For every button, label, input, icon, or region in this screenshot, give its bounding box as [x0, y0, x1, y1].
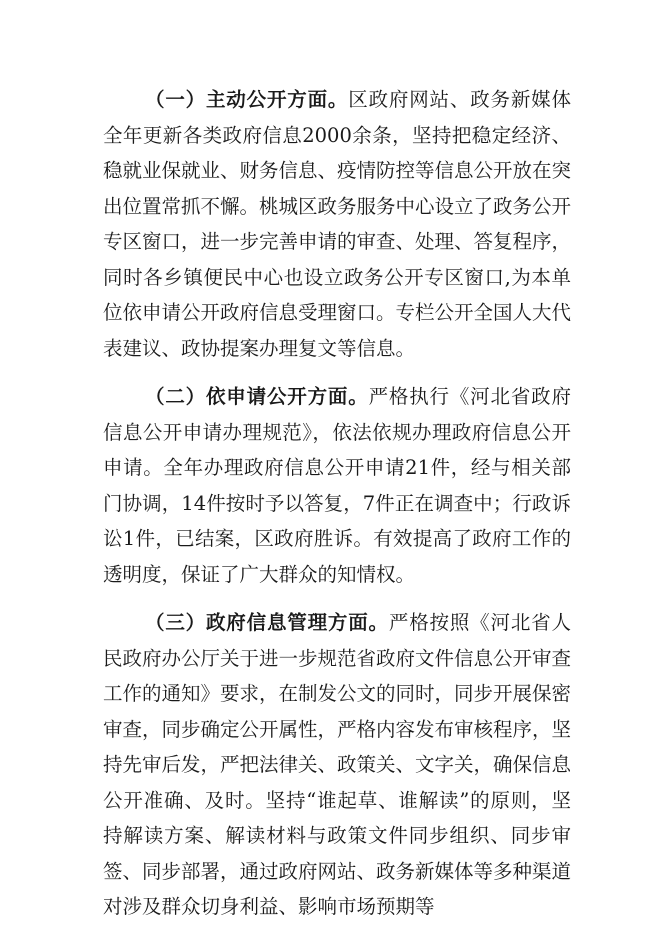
document-page [103, 82, 571, 925]
paragraph-heading: （三）政府信息管理方面。 [145, 611, 389, 634]
paragraph-body: 严格执行《河北省政府信息公开申请办理规范》，依法依规办理政府信息公开申请。全年办理政府信息公开申请21件，经与相关部门协调，14件按时予以答复，7件正在调查中；行政诉讼1件，已结案，区政府胜诉。有效提高了政府工作的透明度，保证了广大群众的知情权。 [103, 385, 571, 586]
paragraph-disclosure-on-request [103, 379, 571, 592]
paragraph-heading: （一）主动公开方面。 [145, 88, 349, 111]
paragraph-heading: （二）依申请公开方面。 [145, 385, 369, 408]
paragraph-body: 严格按照《河北省人民政府办公厅关于进一步规范省政府文件信息公开审查工作的通知》要求，在制发公文的同时，同步开展保密审查，同步确定公开属性，严格内容发布审核程序，坚持先审后发，严把法律关、政策关、文字关，确保信息公开准确、及时。坚持“谁起草、谁解读”的原则，坚持解读方案、解读材料与政策文件同步组织、同步审签、同步部署，通过政府网站、政务新媒体等多种渠道对涉及群众切身利益、影响市场预期等 [103, 611, 572, 918]
paragraph-information-management [103, 605, 571, 925]
paragraph-body: 区政府网站、政务新媒体全年更新各类政府信息2000余条，坚持把稳定经济、稳就业保就业、财务信息、疫情防控等信息公开放在突出位置常抓不懈。桃城区政务服务中心设立了政务公开专区窗口，进一步完善申请的审查、处理、答复程序，同时各乡镇便民中心也设立政务公开专区窗口,为本单位依申请公开政府信息受理窗口。专栏公开全国人大代表建议、政协提案办理复文等信息。 [103, 88, 572, 360]
paragraph-proactive-disclosure [103, 82, 571, 366]
